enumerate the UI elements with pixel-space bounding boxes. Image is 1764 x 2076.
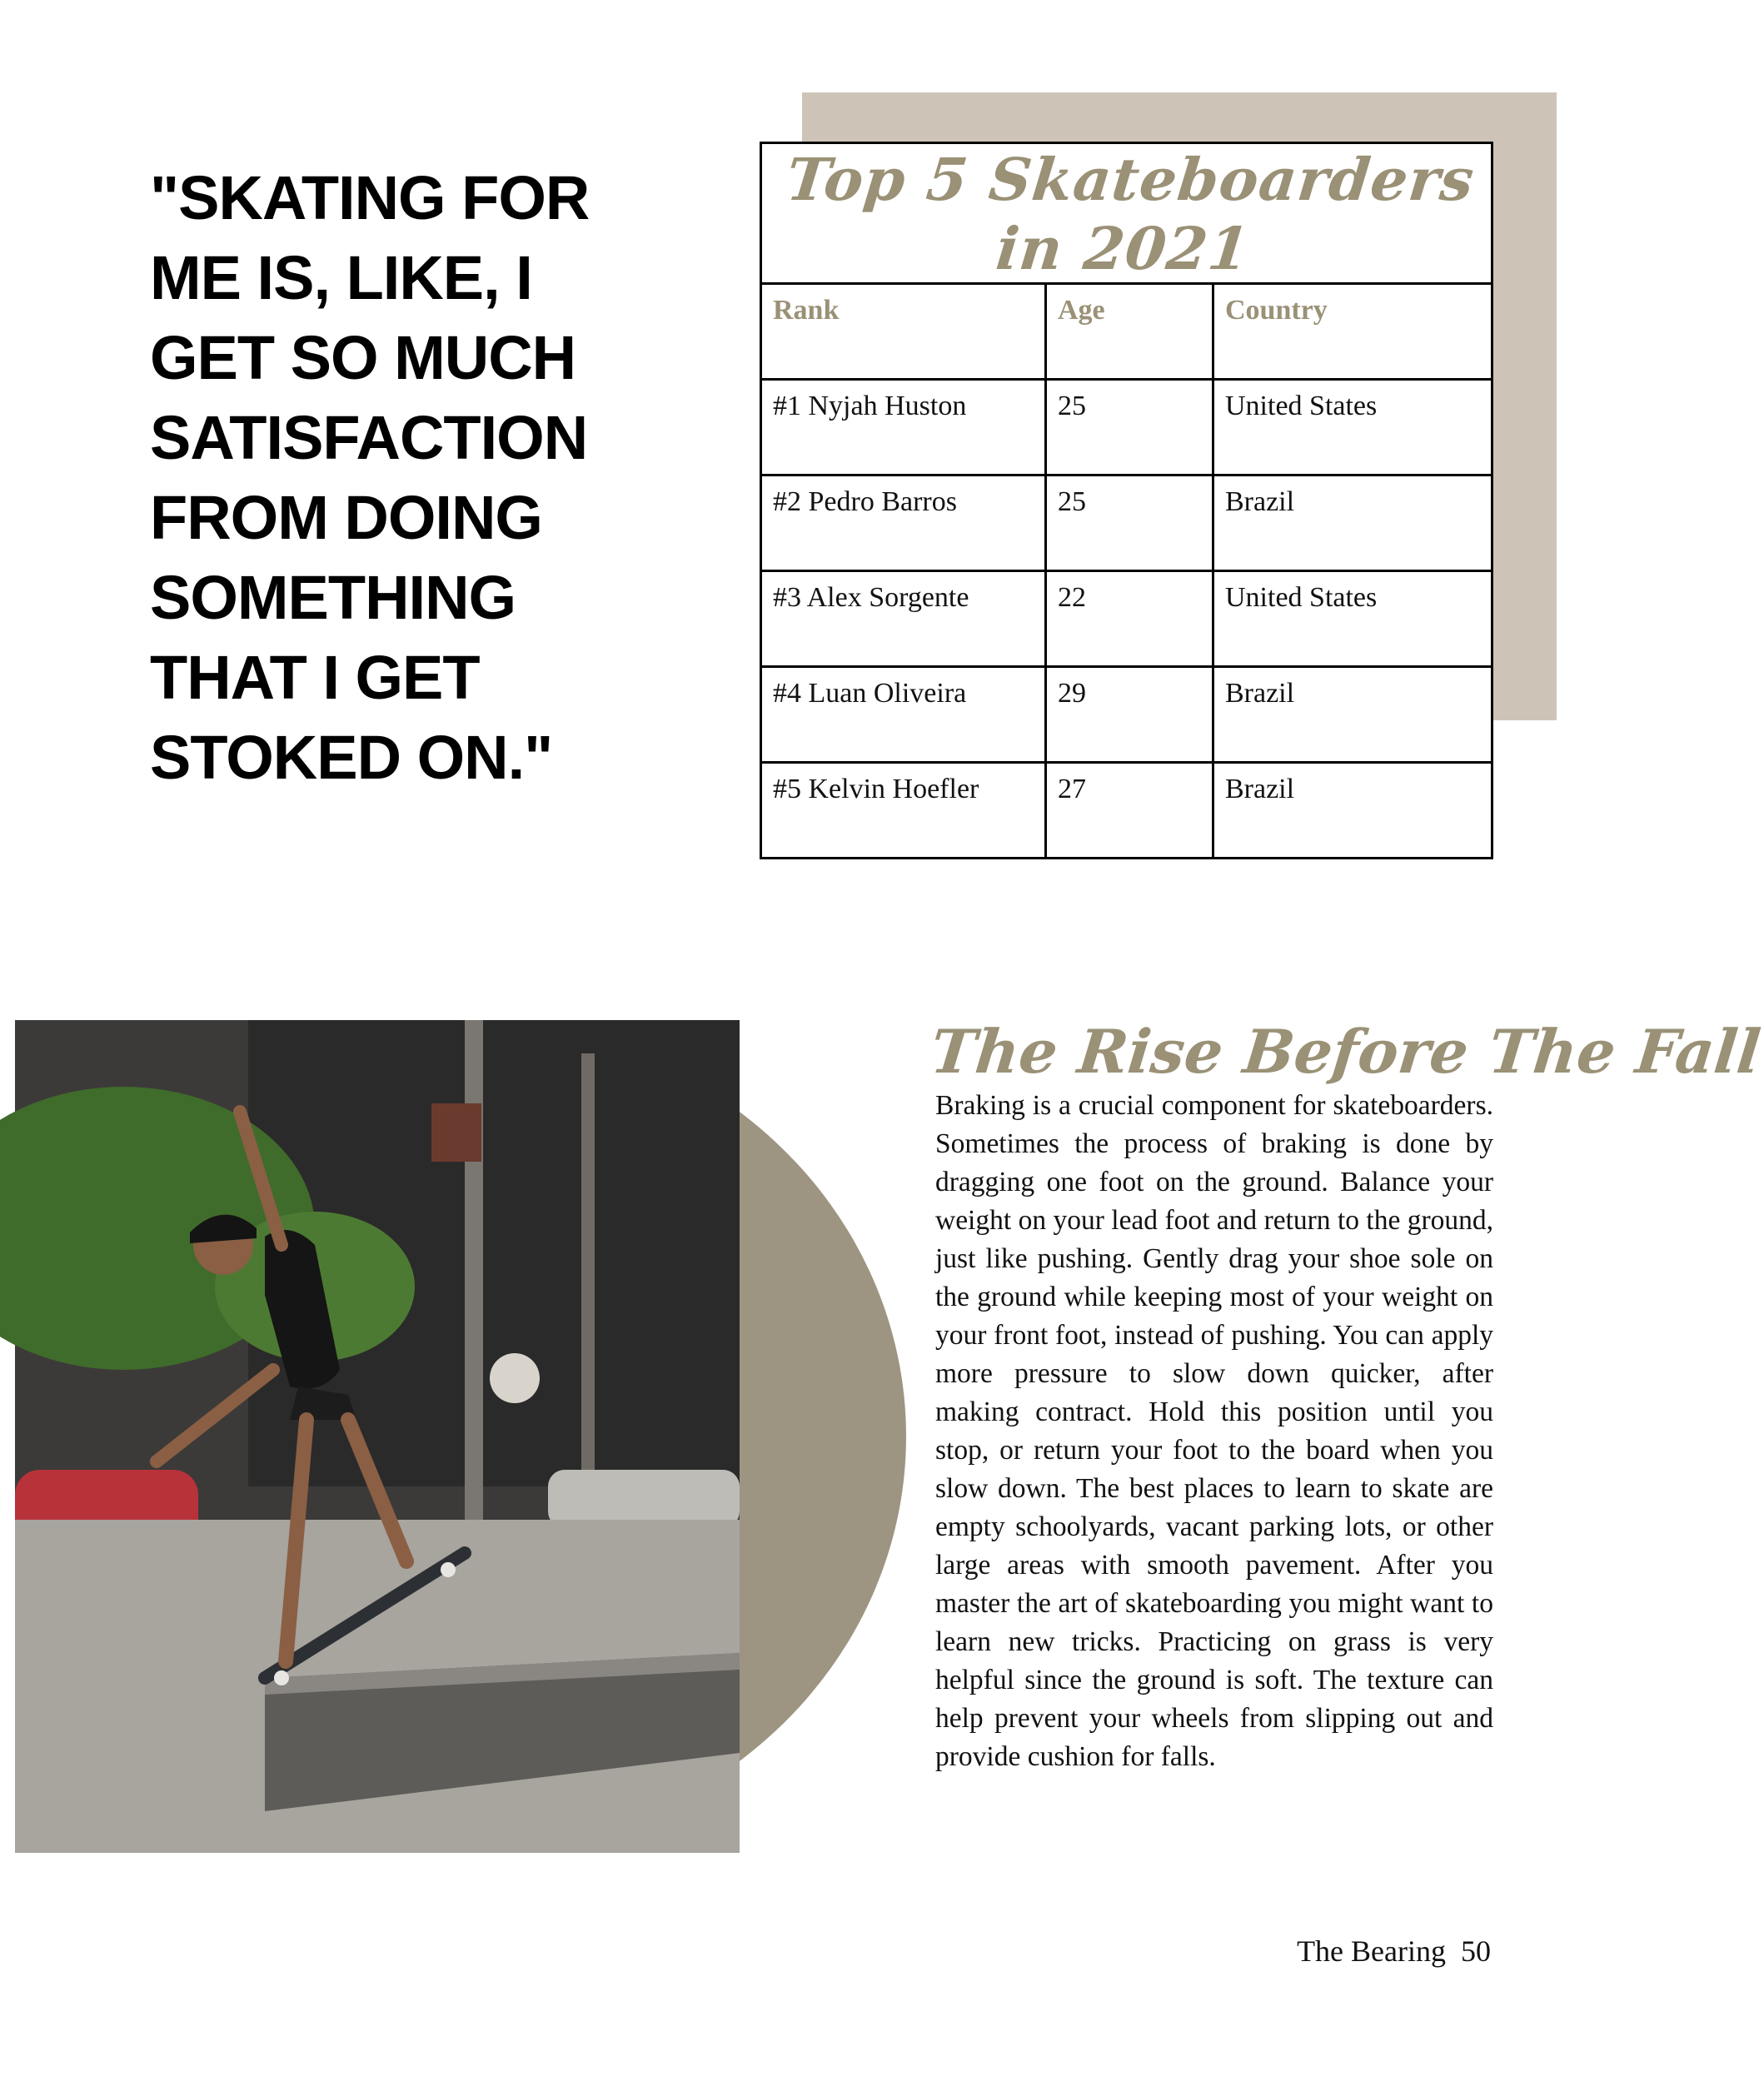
cell-country: Brazil <box>1213 475 1492 571</box>
cell-age: 25 <box>1046 380 1213 475</box>
skateboarder-photo <box>15 1020 740 1853</box>
lamp-pole <box>465 1020 483 1520</box>
parked-car <box>548 1470 740 1528</box>
lamp-pole <box>581 1053 595 1528</box>
skateboard-wheel <box>274 1670 289 1685</box>
cell-rank: #1 Nyjah Huston <box>761 380 1046 475</box>
pull-quote: "SKATING FOR ME IS, LIKE, I GET SO MUCH SATISFACTION FROM DOING SOMETHING THAT I GET STOKED ON." <box>150 163 590 792</box>
street-sign <box>431 1103 481 1162</box>
cell-age: 27 <box>1046 763 1213 859</box>
skateboard-wheel <box>441 1562 456 1577</box>
cell-age: 29 <box>1046 667 1213 763</box>
cell-rank: #3 Alex Sorgente <box>761 571 1046 667</box>
traffic-sign <box>490 1353 540 1403</box>
cell-country: Brazil <box>1213 763 1492 859</box>
header-age: Age <box>1046 284 1213 380</box>
cell-age: 25 <box>1046 475 1213 571</box>
table-row <box>761 763 1492 859</box>
table-row <box>761 667 1492 763</box>
cell-country: Brazil <box>1213 667 1492 763</box>
cell-rank: #5 Kelvin Hoefler <box>761 763 1046 859</box>
cell-country: United States <box>1213 571 1492 667</box>
header-country: Country <box>1213 284 1492 380</box>
article-title: The Rise Before The Fall <box>927 1016 1764 1087</box>
cell-age: 22 <box>1046 571 1213 667</box>
table-row <box>761 571 1492 667</box>
table-header-row <box>761 284 1492 380</box>
table-title-row <box>761 143 1492 284</box>
page-number: 50 <box>1461 1934 1491 1968</box>
skater-photo-circle <box>15 1020 906 1853</box>
cell-rank: #4 Luan Oliveira <box>761 667 1046 763</box>
cell-rank: #2 Pedro Barros <box>761 475 1046 571</box>
table-row <box>761 475 1492 571</box>
article-body: Braking is a crucial component for skateboarders. Sometimes the process of braking is done by dragging one foot on the ground. Balance your weight on your lead foot and return to the ground, just like pushing. Gently drag your shoe sole on the ground while keeping most of your weight on your front foot, instead of pushing. You can apply more pressure to slow down quicker, after making contract. Hold this position until you stop, or return your foot to the board when you slow down. The best places to learn to skate are empty schoolyards, vacant parking lots, or other large areas with smooth pavement. After you master the art of skateboarding you might want to learn new tricks. Practicing on grass is very helpful since the ground is soft. The texture can help prevent your wheels from slipping out and provide cushion for falls. <box>935 1090 1493 1772</box>
cell-country: United States <box>1213 380 1492 475</box>
publication-name: The Bearing <box>1297 1934 1446 1968</box>
header-rank: Rank <box>761 284 1046 380</box>
table-title: Top 5 Skateboarders in 2021 <box>754 143 1500 284</box>
page-footer <box>1282 1934 1491 1969</box>
skateboarder-ranking-table <box>760 142 1493 859</box>
table-row <box>761 380 1492 475</box>
